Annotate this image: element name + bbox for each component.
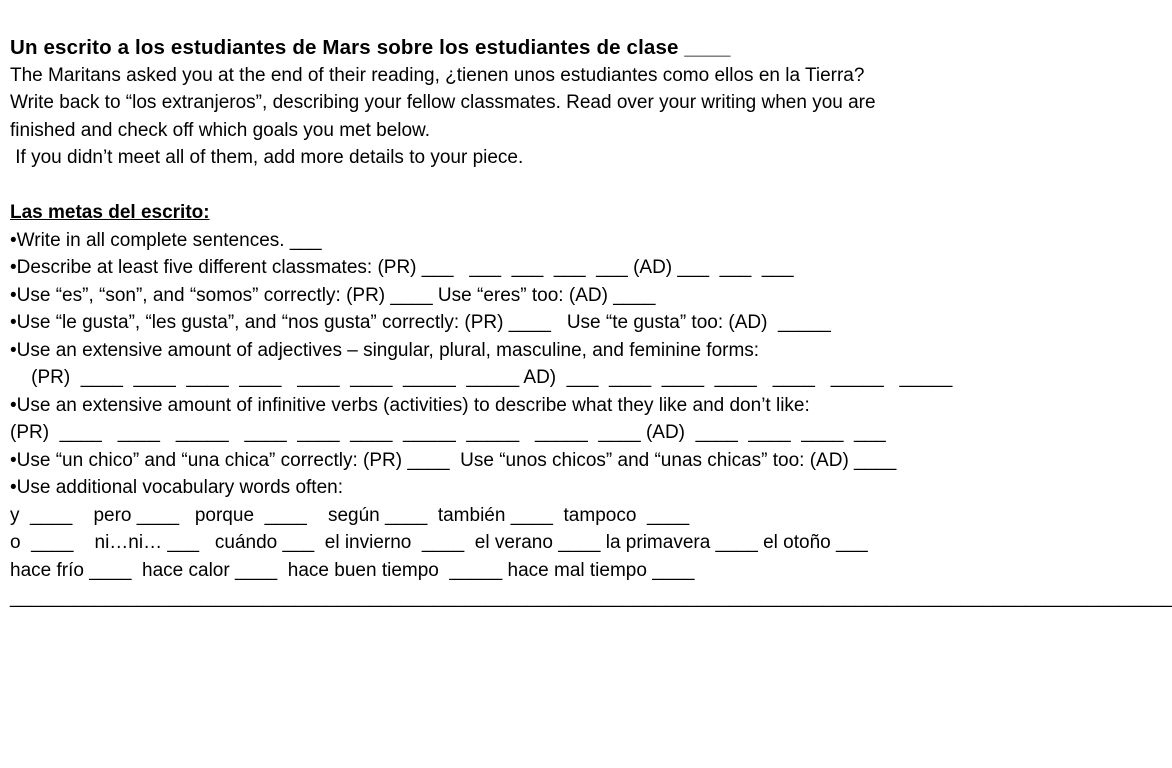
blank-line — [10, 172, 1024, 200]
goal-adjectives: •Use an extensive amount of adjectives – singular, plural, masculine, and feminine forms: — [10, 339, 760, 361]
vocabulary-row-3: hace frío ____ hace calor ____ hace buen tiempo _____ hace mal tiempo ____ — [10, 559, 695, 581]
vocabulary-row-1: y ____ pero ____ porque ____ según ____ también ____ tampoco ____ — [10, 504, 690, 526]
goal-gusta: •Use “le gusta”, “les gusta”, and “nos gusta” correctly: (PR) ____ Use “te gusta” too: (AD) _____ — [10, 312, 831, 333]
intro-line-3: finished and check off which goals you met below. — [10, 119, 431, 141]
intro-line-2: Write back to “los extranjeros”, describing your fellow classmates. Read over your writing when you are — [10, 92, 876, 113]
goal-chico-chica: •Use “un chico” and “una chica” correctly: (PR) ____ Use “unos chicos” and “unas chicas” too: (AD) ____ — [10, 449, 897, 471]
document-title: Un escrito a los estudiantes de Mars sobre los estudiantes de clase ____ — [10, 36, 731, 59]
intro-line-4: If you didn’t meet all of them, add more details to your piece. — [10, 147, 524, 168]
intro-line-1: The Maritans asked you at the end of their reading, ¿tienen unos estudiantes como ellos en la Tierra? — [10, 64, 865, 86]
vocabulary-row-2: o ____ ni…ni… ___ cuándo ___ el invierno ____ el verano ____ la primavera ____ el otoño ___ — [10, 532, 868, 553]
goal-vocabulary: •Use additional vocabulary words often: — [10, 477, 344, 498]
writing-divider: ______________________________________________________________________________________________________________ — [10, 587, 1172, 608]
goals-heading: Las metas del escrito: — [10, 202, 210, 223]
goal-describe-classmates: •Describe at least five different classmates: (PR) ___ ___ ___ ___ ___ (AD) ___ ___ ___ — [10, 257, 794, 278]
goal-complete-sentences: •Write in all complete sentences. ___ — [10, 229, 322, 251]
goal-infinitive-verbs: •Use an extensive amount of infinitive verbs (activities) to describe what they like and don’t like: — [10, 394, 810, 416]
goal-es-son-somos: •Use “es”, “son”, and “somos” correctly: (PR) ____ Use “eres” too: (AD) ____ — [10, 284, 656, 306]
goal-infinitive-blanks: (PR) ____ ____ _____ ____ ____ ____ _____ _____ _____ ____ (AD) ____ ____ ____ ___ — [10, 422, 886, 443]
goal-adjectives-blanks: (PR) ____ ____ ____ ____ ____ ____ _____ _____ AD) ___ ____ ____ ____ ____ _____ _____ — [10, 367, 953, 388]
